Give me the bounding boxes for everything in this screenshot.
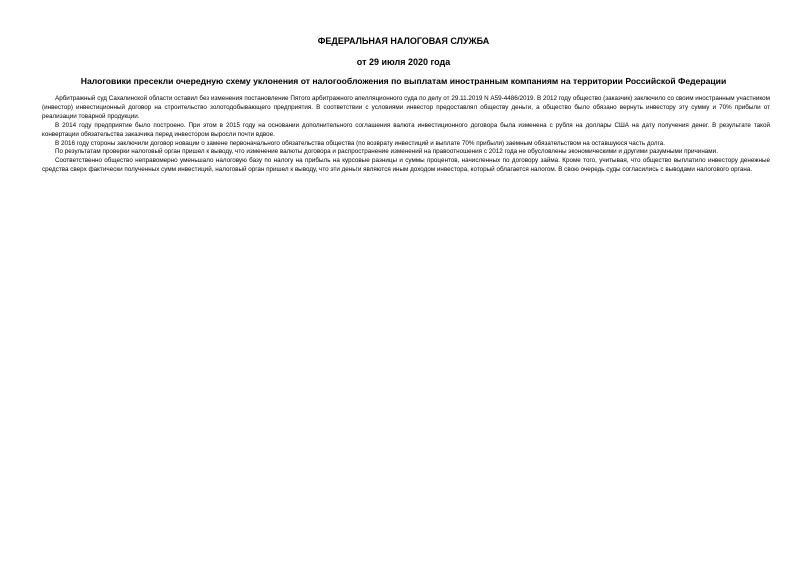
agency-name: ФЕДЕРАЛЬНАЯ НАЛОГОВАЯ СЛУЖБА <box>317 36 490 46</box>
body-paragraph: Соответственно общество неправомерно уменьшало налоговую базу по налогу на прибыль на курсовые разницы и суммы процентов, начисленных по договору займа. Кроме того, учитывая, что общество выплатило инвестору денежные средства сверх фактически полученных сумм инвестиций, налоговый орган пришел к выводу, что эти деньги являются иным доходом инвестора, который облагается налогом. В свою очередь суды согласились с выводами налогового органа. <box>42 157 770 174</box>
body-paragraph: В 2014 году предприятие было построено. При этом в 2015 году на основании дополнительного соглашения валюта инвестиционного договора была изменена с рубля на доллары США на дату получения денег. В результате такой конвертации обязательства заказчика перед инвестором выросли почти вдвое. <box>42 121 770 138</box>
document-date: от 29 июля 2020 года <box>356 57 451 67</box>
document-body <box>42 95 770 175</box>
body-paragraph: В 2016 году стороны заключили договор новации о замене первоначального обязательства общества (по возврату инвестиций и выплате 70% прибыли) заемным обязательством на оставшуюся часть долга. <box>55 139 665 147</box>
body-paragraph: По результатам проверки налоговый орган пришел к выводу, что изменение валюты договора и распространение изменений на правоотношения с 2012 года не обусловлены экономическими и другими разумными причинами. <box>55 148 718 156</box>
body-paragraph: Арбитражный суд Сахалинской области оставил без изменения постановление Пятого арбитражного апелляционного суда по делу от 29.11.2019 N А59-4486/2019. В 2012 году общество (заказчик) заключило со своим иностранным участником (инвестор) инвестиционный договор на строительство золотодобывающего предприятия. В соответствии с условиями инвестор предоставлял обществу деньги, а общество было обязано вернуть инвестору эту сумму и 70% прибыли от реализации товарной продукции. <box>42 95 770 120</box>
document-headline: Налоговики пресекли очередную схему уклонения от налогообложения по выплатам иностранным компаниям на территории Российской Федерации <box>80 76 727 86</box>
